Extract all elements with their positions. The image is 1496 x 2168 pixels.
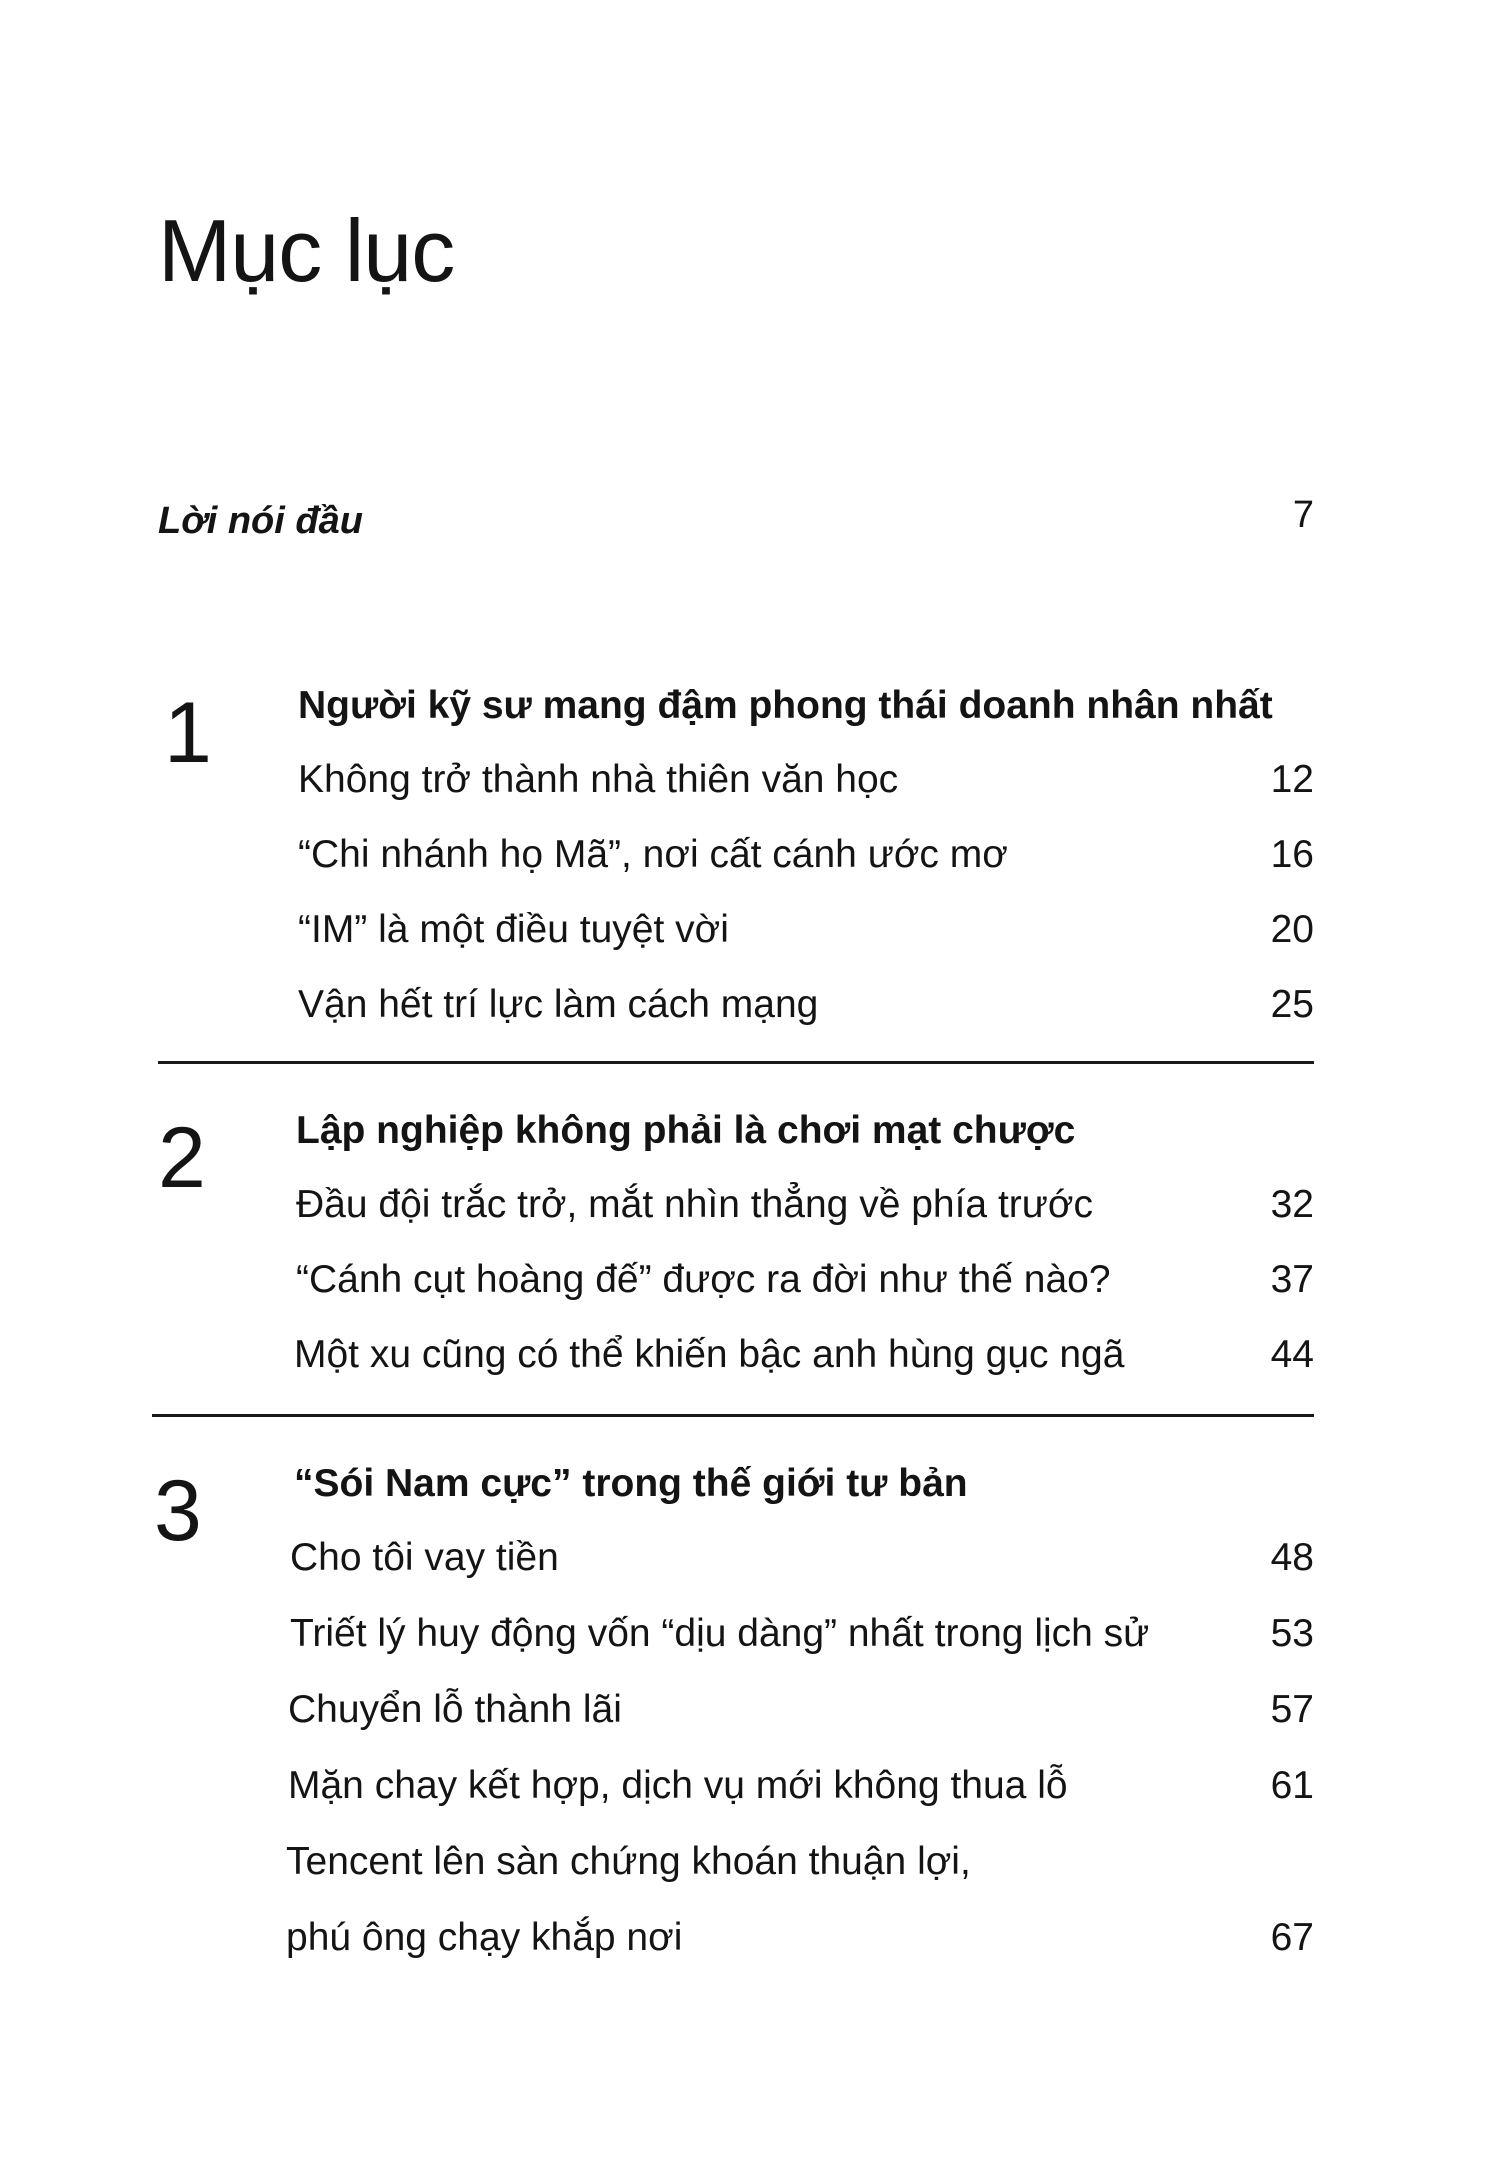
toc-entry[interactable] xyxy=(298,833,1314,883)
toc-entry-title: “IM” là một điều tuyệt vời xyxy=(298,908,729,951)
chapter-number: 2 xyxy=(158,1110,206,1206)
toc-entry-title: “Cánh cụt hoàng đế” được ra đời như thế nào? xyxy=(296,1258,1111,1301)
toc-entry-title: Không trở thành nhà thiên văn học xyxy=(298,758,899,801)
toc-entry-title: Tencent lên sàn chứng khoán thuận lợi, xyxy=(286,1840,971,1883)
section-divider xyxy=(152,1414,1314,1417)
toc-entry-page: 53 xyxy=(1270,1612,1314,1655)
toc-entry-page: 12 xyxy=(1270,758,1314,801)
toc-entry-page: 67 xyxy=(1270,1916,1314,1959)
preface-title: Lời nói đầu xyxy=(158,500,363,542)
chapter-3-section xyxy=(152,1458,1314,1978)
toc-entry[interactable] xyxy=(290,1536,1314,1586)
toc-entry-title: Cho tôi vay tiền xyxy=(290,1536,559,1579)
toc-entry-page: 61 xyxy=(1270,1764,1314,1807)
toc-entry[interactable] xyxy=(288,1688,1314,1738)
chapter-number: 1 xyxy=(164,685,212,781)
toc-entry[interactable] xyxy=(294,1333,1314,1383)
toc-entry[interactable] xyxy=(298,983,1314,1033)
toc-entry-title: Mặn chay kết hợp, dịch vụ mới không thua lỗ xyxy=(288,1764,1068,1807)
toc-entry-title: Chuyển lỗ thành lãi xyxy=(288,1688,622,1731)
preface-page-number: 7 xyxy=(1292,494,1314,536)
toc-entry[interactable] xyxy=(286,1916,1314,1966)
toc-entry[interactable] xyxy=(286,1840,1314,1890)
toc-entry-title: Đầu đội trắc trở, mắt nhìn thẳng về phía trước xyxy=(296,1183,1093,1226)
toc-entry-page: 57 xyxy=(1270,1688,1314,1731)
section-divider xyxy=(158,1061,1314,1064)
toc-entry-page: 20 xyxy=(1270,908,1314,951)
toc-entry[interactable] xyxy=(298,908,1314,958)
toc-entry-title: Một xu cũng có thể khiến bậc anh hùng gục ngã xyxy=(294,1333,1125,1376)
toc-entry-page: 37 xyxy=(1270,1258,1314,1301)
chapter-2-section xyxy=(152,1105,1314,1405)
toc-entry-title: “Chi nhánh họ Mã”, nơi cất cánh ước mơ xyxy=(298,833,1008,876)
toc-entry-page: 32 xyxy=(1270,1183,1314,1226)
toc-preface-row[interactable] xyxy=(158,494,1314,550)
page-title: Mục lục xyxy=(158,200,455,300)
toc-entry-title: Vận hết trí lực làm cách mạng xyxy=(298,983,819,1026)
chapter-1-section xyxy=(152,680,1314,1050)
chapter-title[interactable]: Người kỹ sư mang đậm phong thái doanh nhân nhất xyxy=(298,684,1273,727)
toc-entry-page: 16 xyxy=(1270,833,1314,876)
toc-entry[interactable] xyxy=(290,1612,1314,1662)
toc-entry-title: phú ông chạy khắp nơi xyxy=(286,1916,683,1959)
toc-entry[interactable] xyxy=(296,1258,1314,1308)
chapter-number: 3 xyxy=(154,1463,202,1559)
toc-entry-title: Triết lý huy động vốn “dịu dàng” nhất trong lịch sử xyxy=(290,1612,1150,1655)
toc-entry-page: 44 xyxy=(1270,1333,1314,1376)
toc-entry-page: 25 xyxy=(1270,983,1314,1026)
toc-entry[interactable] xyxy=(298,758,1314,808)
chapter-title[interactable]: Lập nghiệp không phải là chơi mạt chược xyxy=(296,1109,1076,1152)
toc-entry[interactable] xyxy=(288,1764,1314,1814)
chapter-title[interactable]: “Sói Nam cực” trong thế giới tư bản xyxy=(294,1462,968,1505)
toc-entry-page: 48 xyxy=(1270,1536,1314,1579)
toc-entry[interactable] xyxy=(296,1183,1314,1233)
